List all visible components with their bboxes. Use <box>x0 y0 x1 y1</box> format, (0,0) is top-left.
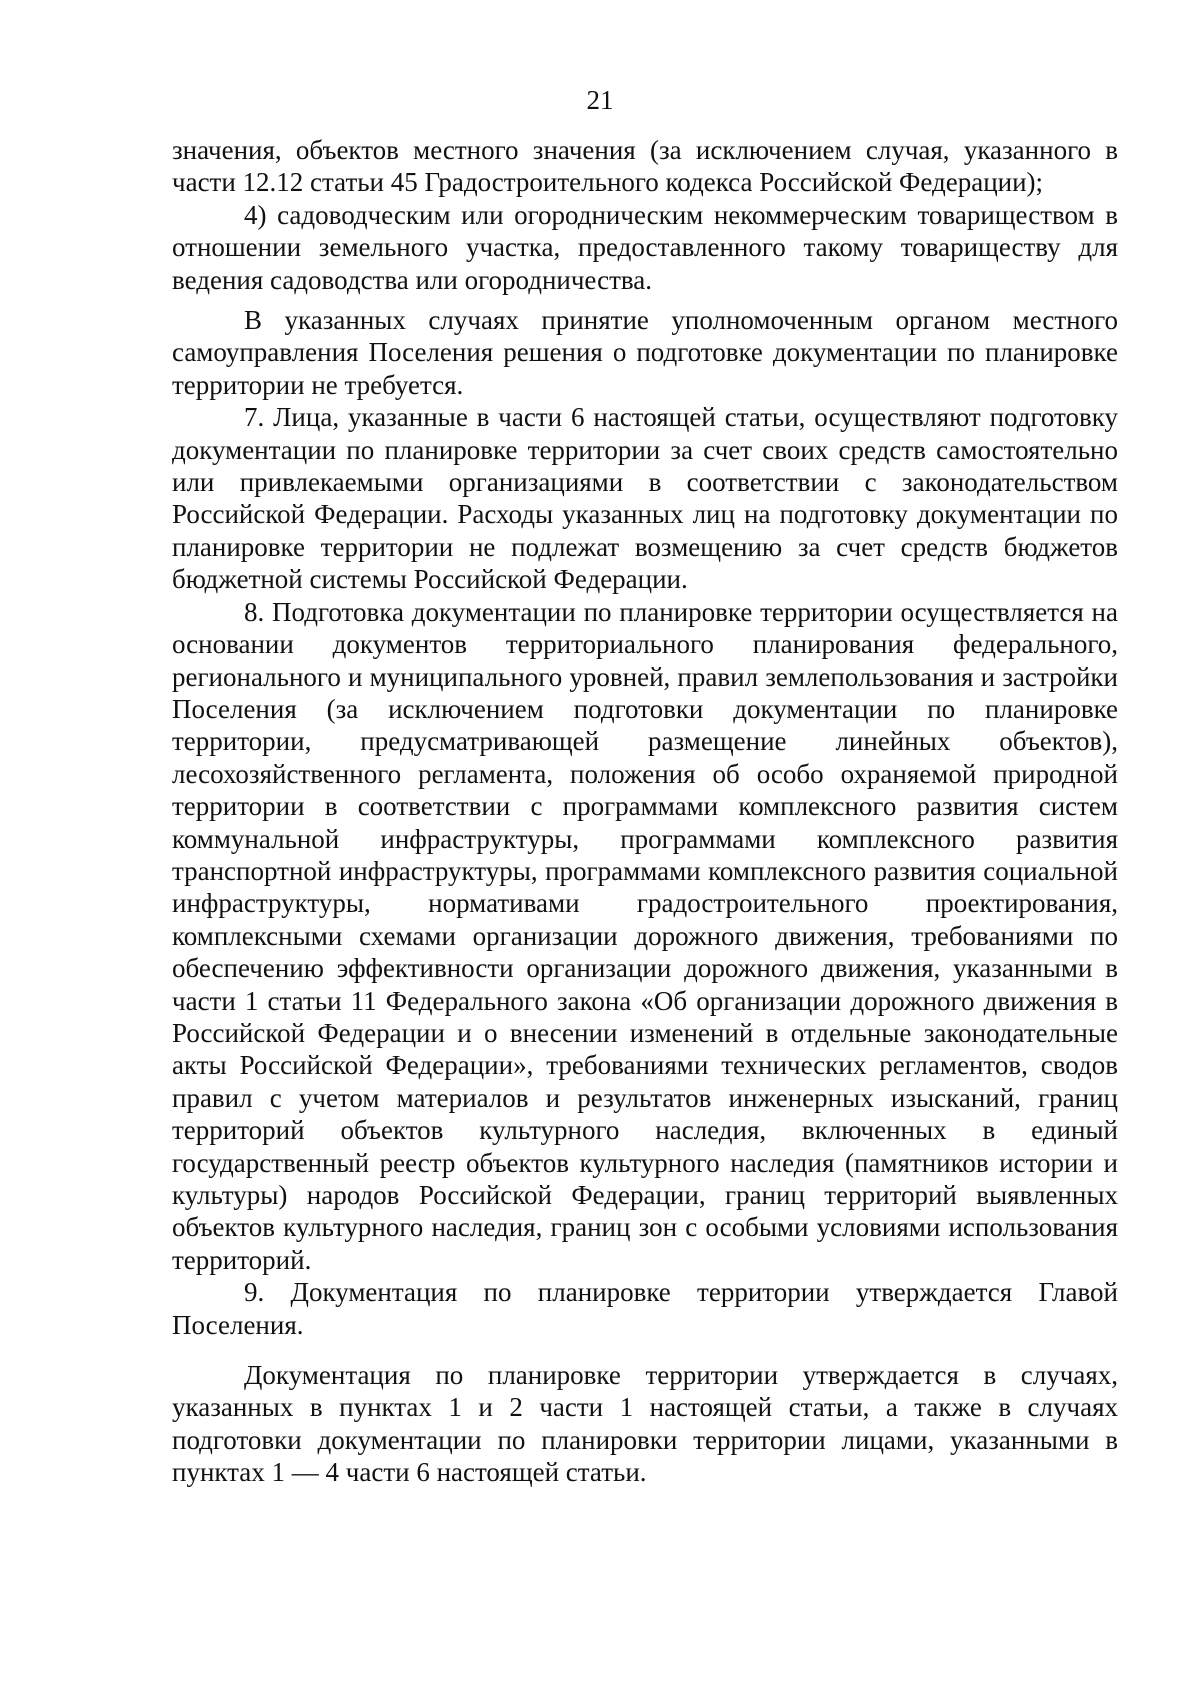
document-body <box>172 134 1118 1489</box>
page-number: 21 <box>586 85 614 115</box>
paragraph-continuation: значения, объектов местного значения (за исключением случая, указанного в части 12.12 статьи 45 Градостроительного кодекса Российской Федерации); <box>172 135 1118 198</box>
paragraph-9: 9. Документация по планировке территории утверждается Главой Поселения. <box>172 1277 1118 1340</box>
paragraph-8: 8. Подготовка документации по планировке территории осуществляется на основании документов территориального планирования федерального, регионального и муниципального уровней, правил землепользования и застройки Поселения (за исключением подготовки документации по планировке территории, предусматривающей размещение линейных объектов), лесохозяйственного регламента, положения об особо охраняемой природной территории в соответствии с программами комплексного развития систем коммунальной инфраструктуры, программами комплексного развития транспортной инфраструктуры, программами комплексного развития социальной инфраструктуры, нормативами градостроительного проектирования, комплексными схемами организации дорожного движения, требованиями по обеспечению эффективности организации дорожного движения, указанными в части 1 статьи 11 Федерального закона «Об организации дорожного движения в Российской Федерации и о внесении изменений в отдельные законодательные акты Российской Федерации», требованиями технических регламентов, сводов правил с учетом материалов и результатов инженерных изысканий, границ территорий объектов культурного наследия, включенных в единый государственный реестр объектов культурного наследия (памятников истории и культуры) народов Российской Федерации, границ территорий выявленных объектов культурного наследия, границ зон с особыми условиями использования территорий. <box>172 596 1118 1275</box>
paragraph-decision-not-required: В указанных случаях принятие уполномоченным органом местного самоуправления Поселения решения о подготовке документации по планировке территории не требуется. <box>172 305 1118 400</box>
paragraph-7: 7. Лица, указанные в части 6 настоящей статьи, осуществляют подготовку документации по планировке территории за счет своих средств самостоятельно или привлекаемыми организациями в соответствии с законодательством Российской Федерации. Расходы указанных лиц на подготовку документации по планировке территории не подлежат возмещению за счет средств бюджетов бюджетной системы Российской Федерации. <box>172 402 1118 595</box>
paragraph-item-4: 4) садоводческим или огородническим некоммерческим товариществом в отношении земельного участка, предоставленного такому товариществу для ведения садоводства или огородничества. <box>172 199 1118 295</box>
paragraph-approval-cases: Документация по планировке территории утверждается в случаях, указанных в пунктах 1 и 2 части 1 настоящей статьи, а также в случаях подготовки документации по планировки территории лицами, указанными в пунктах 1 — 4 части 6 настоящей статьи. <box>172 1360 1118 1488</box>
